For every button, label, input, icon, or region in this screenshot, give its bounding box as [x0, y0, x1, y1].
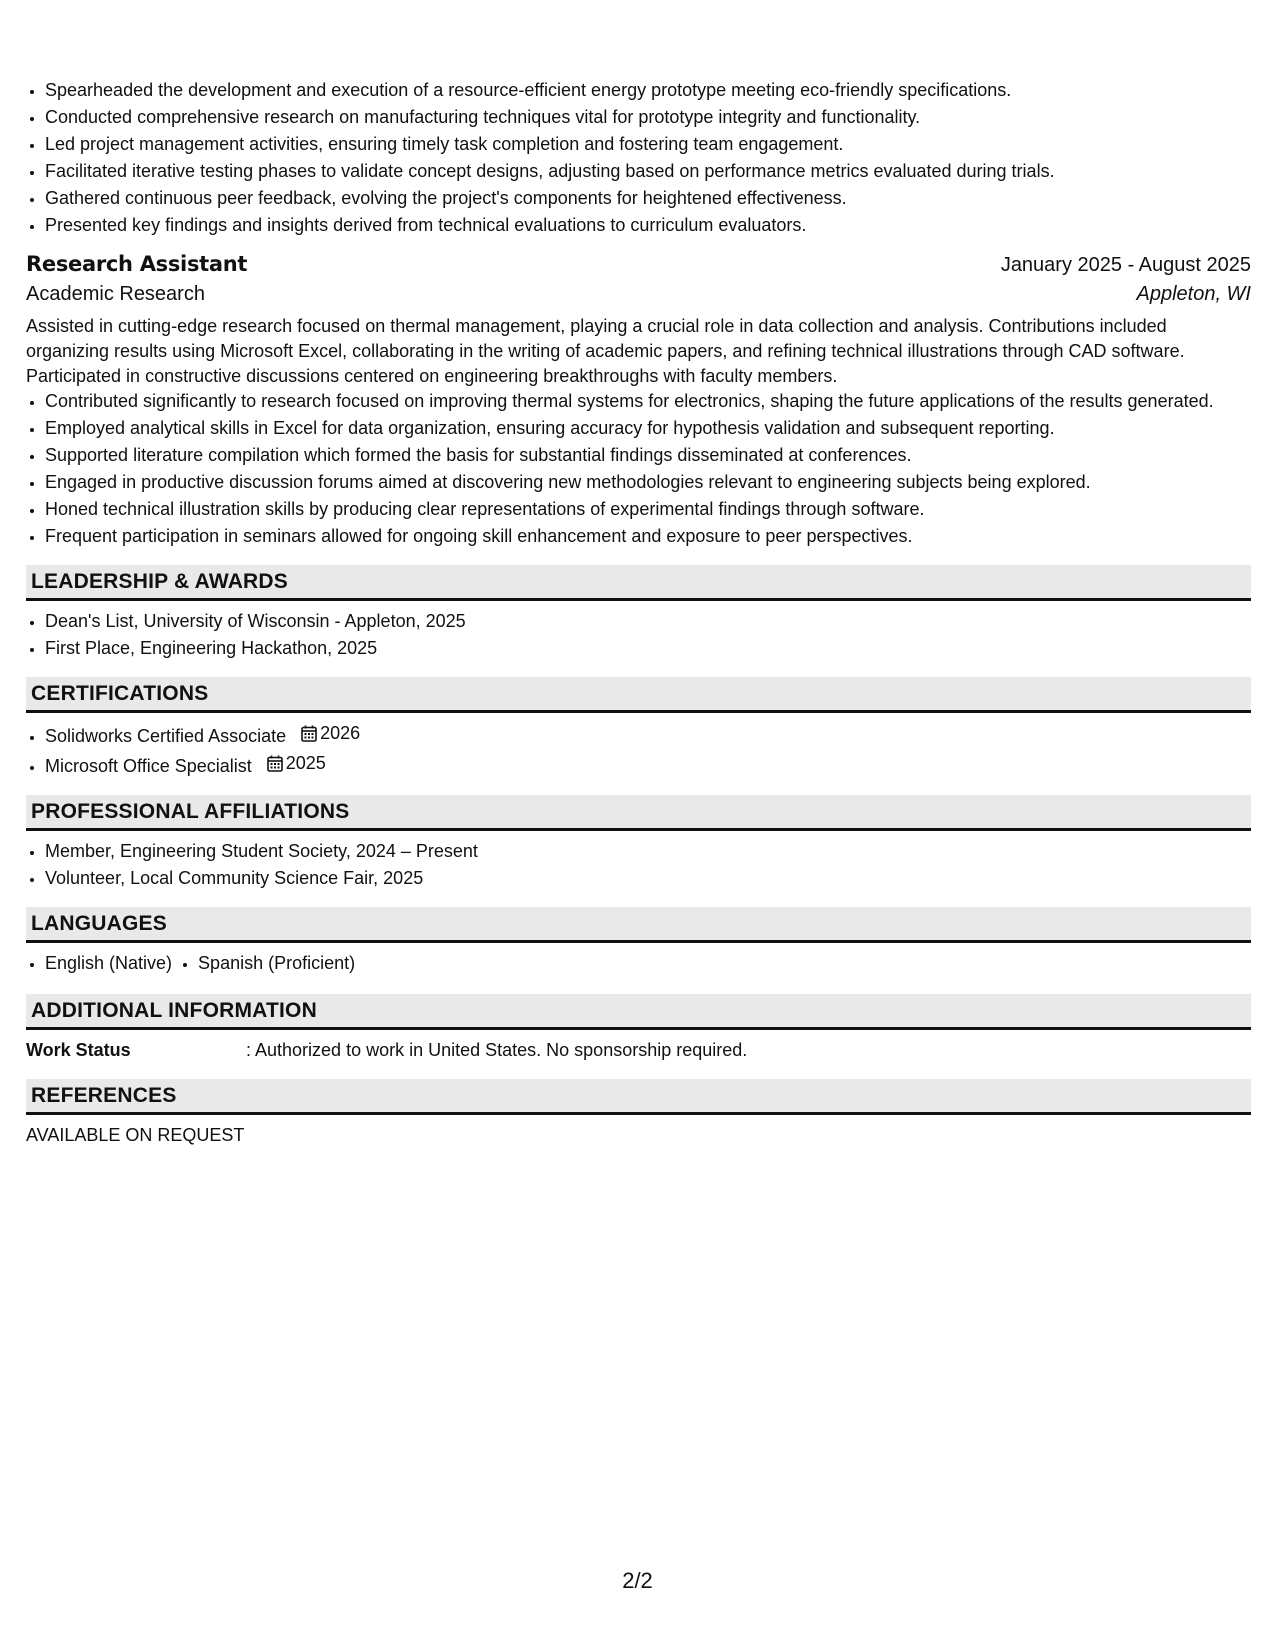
- work-status-row: [26, 1038, 1251, 1063]
- certification-name: Solidworks Certified Associate: [45, 726, 287, 746]
- list-item: • Contributed significantly to research focused on improving thermal systems for electronics, shaping the future applications of the results generated.: [45, 389, 1251, 414]
- languages-section: [26, 907, 1251, 978]
- leadership-section: [26, 565, 1251, 661]
- section-title: ADDITIONAL INFORMATION: [31, 998, 317, 1022]
- list-item: • Gathered continuous peer feedback, evolving the project's components for heightened effectiveness.: [45, 186, 1251, 211]
- list-item: • First Place, Engineering Hackathon, 2025: [45, 636, 1251, 661]
- list-item: • Conducted comprehensive research on manufacturing techniques vital for prototype integrity and functionality.: [45, 105, 1251, 130]
- section-title: REFERENCES: [31, 1083, 177, 1107]
- section-header: [26, 565, 1251, 601]
- list-item: • Honed technical illustration skills by producing clear representations of experimental findings through software.: [45, 497, 1251, 522]
- job-organization: Academic Research: [26, 283, 205, 305]
- certification-name: Microsoft Office Specialist: [45, 756, 252, 776]
- list-item: • Member, Engineering Student Society, 2024 – Present: [45, 839, 1251, 864]
- leadership-list: [26, 609, 1251, 661]
- references-section: [26, 1079, 1251, 1148]
- certification-date: [267, 751, 326, 776]
- section-header: [26, 677, 1251, 713]
- list-item: • Employed analytical skills in Excel for data organization, ensuring accuracy for hypothesis validation and subsequent reporting.: [45, 416, 1251, 441]
- job-title: Research Assistant: [26, 252, 248, 276]
- section-title: CERTIFICATIONS: [31, 681, 209, 705]
- list-item: • Volunteer, Local Community Science Fair, 2025: [45, 866, 1251, 891]
- certification-year: 2025: [285, 753, 326, 773]
- work-status-label: Work Status: [26, 1040, 131, 1060]
- work-status-value: : Authorized to work in United States. No sponsorship required.: [246, 1040, 748, 1060]
- calendar-icon: [301, 725, 317, 742]
- list-item: • Frequent participation in seminars allowed for ongoing skill enhancement and exposure to peer perspectives.: [45, 524, 1251, 549]
- section-title: PROFESSIONAL AFFILIATIONS: [31, 799, 350, 823]
- language-item: • English (Native): [45, 951, 172, 976]
- section-header: [26, 994, 1251, 1030]
- list-item: [45, 721, 1251, 749]
- job-location: Appleton, WI: [1136, 283, 1251, 305]
- language-item: • Spanish (Proficient): [198, 951, 355, 976]
- additional-info-section: [26, 994, 1251, 1063]
- languages-list: [26, 951, 1251, 978]
- section-title: LANGUAGES: [31, 911, 167, 935]
- section-title: LEADERSHIP & AWARDS: [31, 569, 288, 593]
- job-subheader: [26, 283, 1251, 306]
- section-header: [26, 1079, 1251, 1115]
- page-number: 2/2: [622, 1568, 653, 1593]
- experience-bullets: [26, 78, 1251, 238]
- list-item: • Led project management activities, ensuring timely task completion and fostering team engagement.: [45, 132, 1251, 157]
- job-header: [26, 252, 1251, 277]
- list-item: • Presented key findings and insights derived from technical evaluations to curriculum evaluators.: [45, 213, 1251, 238]
- references-text: AVAILABLE ON REQUEST: [26, 1125, 245, 1145]
- certifications-list: [26, 721, 1251, 779]
- certification-date: [301, 721, 360, 746]
- list-item: • Spearheaded the development and execution of a resource-efficient energy prototype meeting eco-friendly specifications.: [45, 78, 1251, 103]
- job-bullets: [26, 389, 1251, 549]
- calendar-icon: [267, 755, 283, 772]
- list-item: • Supported literature compilation which formed the basis for substantial findings disseminated at conferences.: [45, 443, 1251, 468]
- list-item: • Facilitated iterative testing phases to validate concept designs, adjusting based on performance metrics evaluated during trials.: [45, 159, 1251, 184]
- resume-page: [26, 78, 1251, 1148]
- affiliations-list: [26, 839, 1251, 891]
- section-header: [26, 795, 1251, 831]
- list-item: • Engaged in productive discussion forums aimed at discovering new methodologies relevant to engineering subjects being explored.: [45, 470, 1251, 495]
- job-dates: January 2025 - August 2025: [1000, 254, 1251, 276]
- job-summary: Assisted in cutting-edge research focused on thermal management, playing a crucial role in data collection and analysis. Contributions included organizing results using Microsoft Excel, collaborating in the writing of academic papers, and refining technical illustrations through CAD software. Participated in constructive discussions centered on engineering breakthroughs with faculty members.: [26, 316, 1185, 386]
- certification-year: 2026: [320, 723, 361, 743]
- affiliations-section: [26, 795, 1251, 891]
- list-item: • Dean's List, University of Wisconsin - Appleton, 2025: [45, 609, 1251, 634]
- section-header: [26, 907, 1251, 943]
- certifications-section: [26, 677, 1251, 779]
- list-item: [45, 751, 1251, 779]
